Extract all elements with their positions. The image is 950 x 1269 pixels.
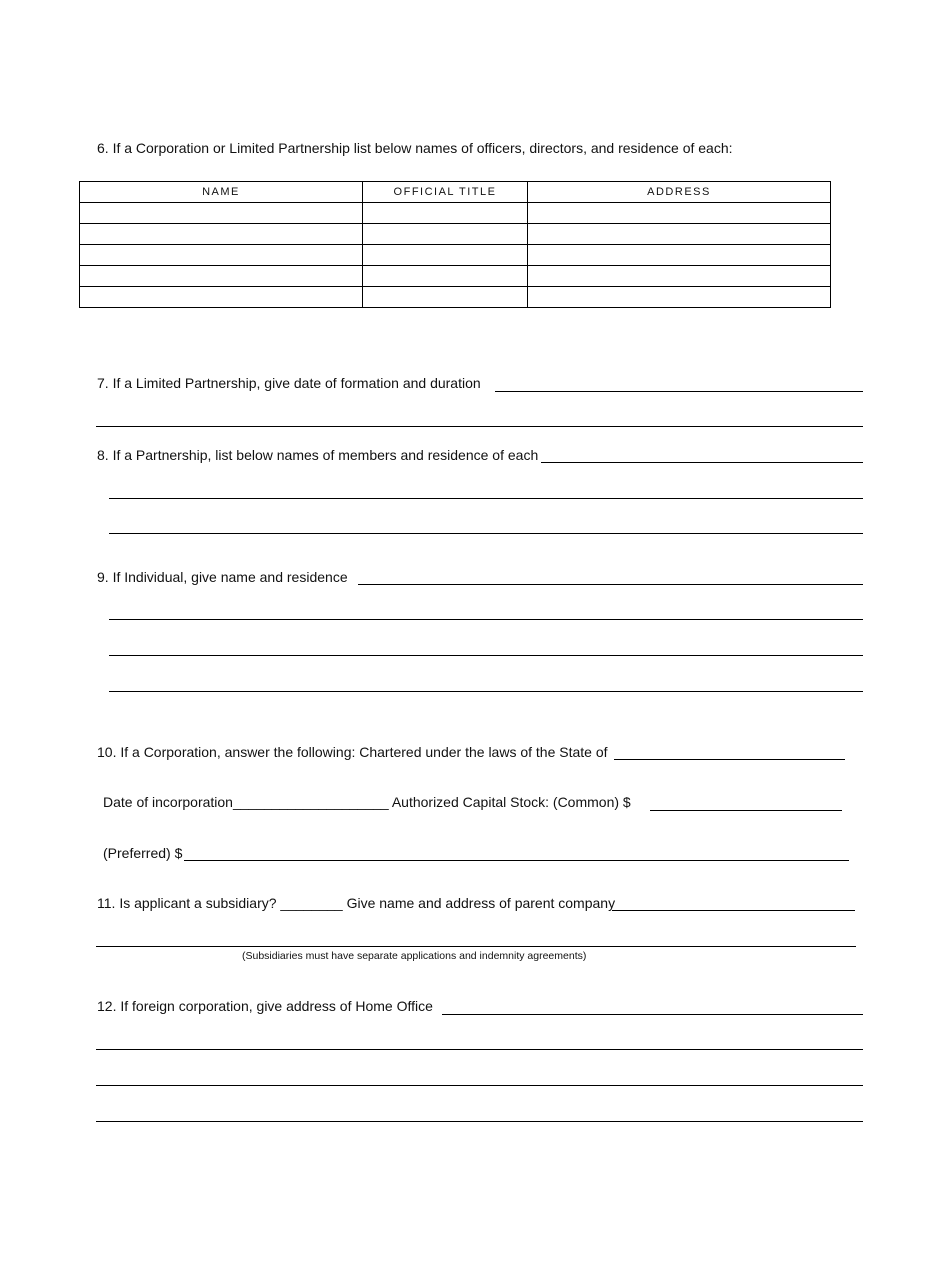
q11-label: 11. Is applicant a subsidiary? [97,895,277,911]
q12-answer-line[interactable] [442,1014,863,1015]
q11-subsidiary-blank[interactable]: ________ [280,895,343,911]
column-header-official-title: OFFICIAL TITLE [363,182,528,203]
q12-answer-line-2[interactable] [96,1049,863,1050]
q10-state-line[interactable] [614,759,845,760]
officers-header-row [80,182,831,203]
q7-answer-line[interactable] [495,391,863,392]
q8-label: 8. If a Partnership, list below names of members and residence of each [97,447,539,463]
q8-answer-line-3[interactable] [109,533,863,534]
address-cell[interactable] [528,266,831,287]
table-row [80,287,831,308]
q12-answer-line-3[interactable] [96,1085,863,1086]
q6-label: 6. If a Corporation or Limited Partnership list below names of officers, directors, and residence of each: [97,140,733,156]
q9-answer-line[interactable] [358,584,863,585]
officers-table [79,181,831,308]
q9-answer-line-4[interactable] [109,691,863,692]
q11-parent-label: Give name and address of parent company [346,895,616,911]
table-row [80,266,831,287]
q7-answer-line-2[interactable] [96,426,863,427]
q9-answer-line-3[interactable] [109,655,863,656]
q12-answer-line-4[interactable] [96,1121,863,1122]
q12-label: 12. If foreign corporation, give address of Home Office [97,998,433,1014]
address-cell[interactable] [528,245,831,266]
q10-date-row [103,794,631,810]
name-cell[interactable] [80,203,363,224]
address-cell[interactable] [528,203,831,224]
table-row [80,224,831,245]
address-cell[interactable] [528,224,831,245]
q11-note: (Subsidiaries must have separate applications and indemnity agreements) [242,950,587,962]
official-title-cell[interactable] [363,287,528,308]
q10-date-blank[interactable]: ____________________ [232,794,389,810]
q9-answer-line-2[interactable] [109,619,863,620]
name-cell[interactable] [80,245,363,266]
column-header-address: ADDRESS [528,182,831,203]
official-title-cell[interactable] [363,224,528,245]
official-title-cell[interactable] [363,203,528,224]
q10-label: 10. If a Corporation, answer the following: Chartered under the laws of the State of [97,744,608,760]
table-row [80,245,831,266]
q10-preferred-line[interactable] [184,860,849,861]
q9-label: 9. If Individual, give name and residence [97,569,348,585]
address-cell[interactable] [528,287,831,308]
official-title-cell[interactable] [363,245,528,266]
column-header-name: NAME [80,182,363,203]
name-cell[interactable] [80,266,363,287]
q10-preferred-label: (Preferred) $ [103,845,183,861]
q7-label: 7. If a Limited Partnership, give date of formation and duration [97,375,481,391]
q11-parent-line-2[interactable] [96,946,856,947]
name-cell[interactable] [80,224,363,245]
q8-answer-line-2[interactable] [109,498,863,499]
q10-stock-label: Authorized Capital Stock: (Common) $ [391,794,631,810]
q10-date-label: Date of incorporation [103,794,233,810]
q11-parent-line[interactable] [612,910,855,911]
name-cell[interactable] [80,287,363,308]
q11-row [97,895,615,911]
q8-answer-line[interactable] [541,462,863,463]
q10-stock-line[interactable] [650,810,842,811]
official-title-cell[interactable] [363,266,528,287]
table-row [80,203,831,224]
